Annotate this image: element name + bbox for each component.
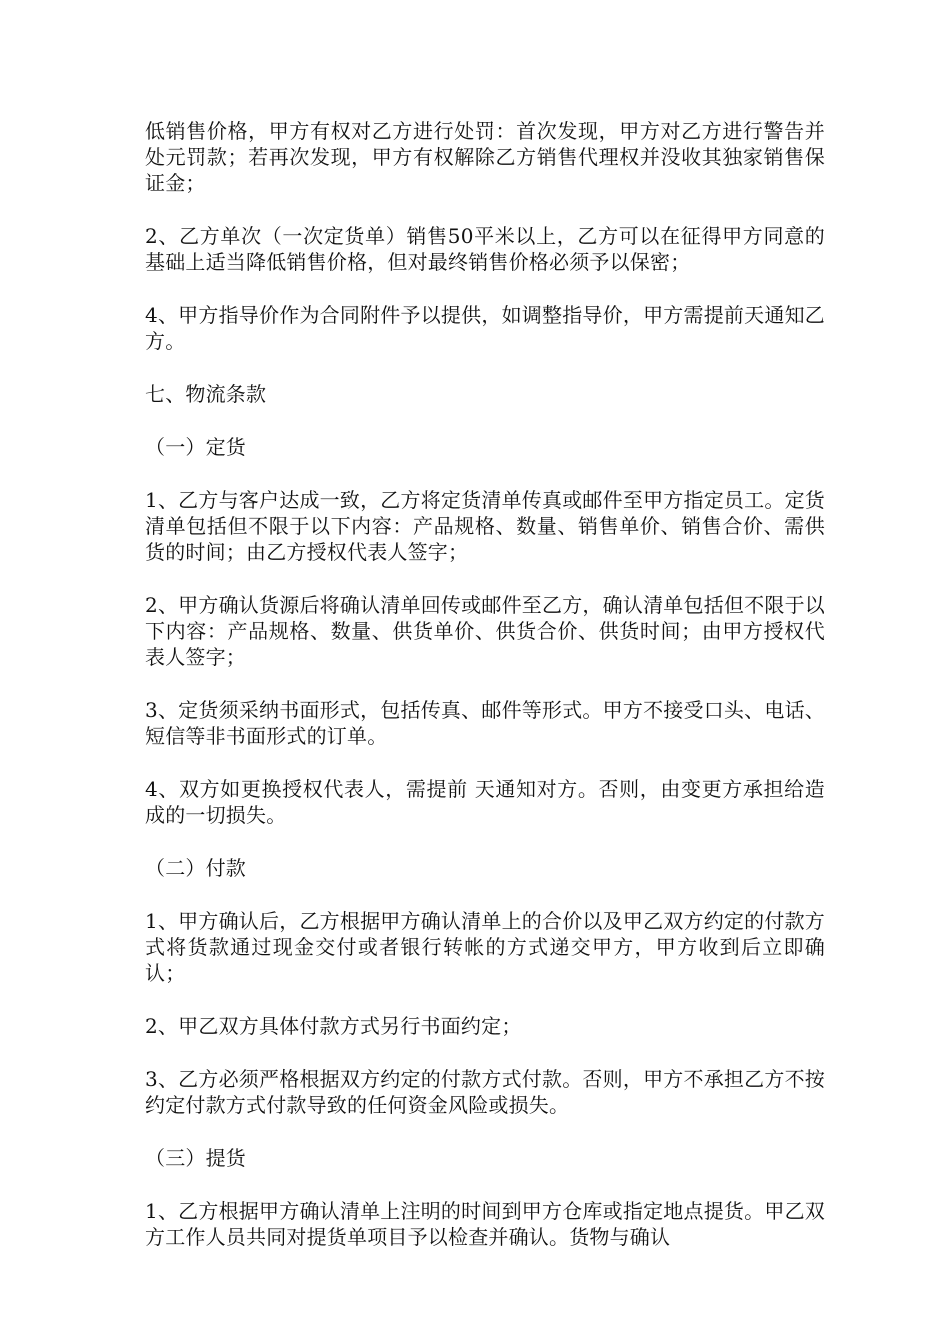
subsection-pickup: （三）提货 xyxy=(145,1146,246,1170)
paragraph-ordering-4: 4、双方如更换授权代表人，需提前 天通知对方。否则，由变更方承担给造成的一切损失。 xyxy=(145,777,825,827)
paragraph-payment-2: 2、甲乙双方具体付款方式另行书面约定； xyxy=(145,1014,522,1038)
paragraph-pickup-1: 1、乙方根据甲方确认清单上注明的时间到甲方仓库或指定地点提货。甲乙双方工作人员共同对提货单项目予以检查并确认。货物与确认 xyxy=(145,1199,825,1249)
paragraph-ordering-1: 1、乙方与客户达成一致，乙方将定货清单传真或邮件至甲方指定员工。定货清单包括但不限于以下内容：产品规格、数量、销售单价、销售合价、需供货的时间；由乙方授权代表人签字； xyxy=(145,488,825,564)
section-heading-logistics: 七、物流条款 xyxy=(145,382,267,406)
subsection-ordering: （一）定货 xyxy=(145,435,246,459)
subsection-payment: （二）付款 xyxy=(145,856,246,880)
paragraph-payment-1: 1、甲方确认后，乙方根据甲方确认清单上的合价以及甲乙双方约定的付款方式将货款通过现金交付或者银行转帐的方式递交甲方，甲方收到后立即确认； xyxy=(145,909,825,985)
paragraph-ordering-2: 2、甲方确认货源后将确认清单回传或邮件至乙方，确认清单包括但不限于以下内容：产品规格、数量、供货单价、供货合价、供货时间；由甲方授权代表人签字； xyxy=(145,593,825,669)
paragraph-payment-3: 3、乙方必须严格根据双方约定的付款方式付款。否则，甲方不承担乙方不按约定付款方式付款导致的任何资金风险或损失。 xyxy=(145,1067,825,1117)
paragraph-clause-2: 2、乙方单次（一次定货单）销售50平米以上，乙方可以在征得甲方同意的基础上适当降低销售价格，但对最终销售价格必须予以保密； xyxy=(145,224,825,274)
paragraph-clause-4: 4、甲方指导价作为合同附件予以提供，如调整指导价，甲方需提前天通知乙方。 xyxy=(145,303,825,353)
paragraph-penalty: 低销售价格，甲方有权对乙方进行处罚：首次发现，甲方对乙方进行警告并处元罚款；若再次发现，甲方有权解除乙方销售代理权并没收其独家销售保证金； xyxy=(145,119,825,195)
document-body xyxy=(145,118,825,1277)
paragraph-ordering-3: 3、定货须采纳书面形式，包括传真、邮件等形式。甲方不接受口头、电话、短信等非书面形式的订单。 xyxy=(145,698,825,748)
